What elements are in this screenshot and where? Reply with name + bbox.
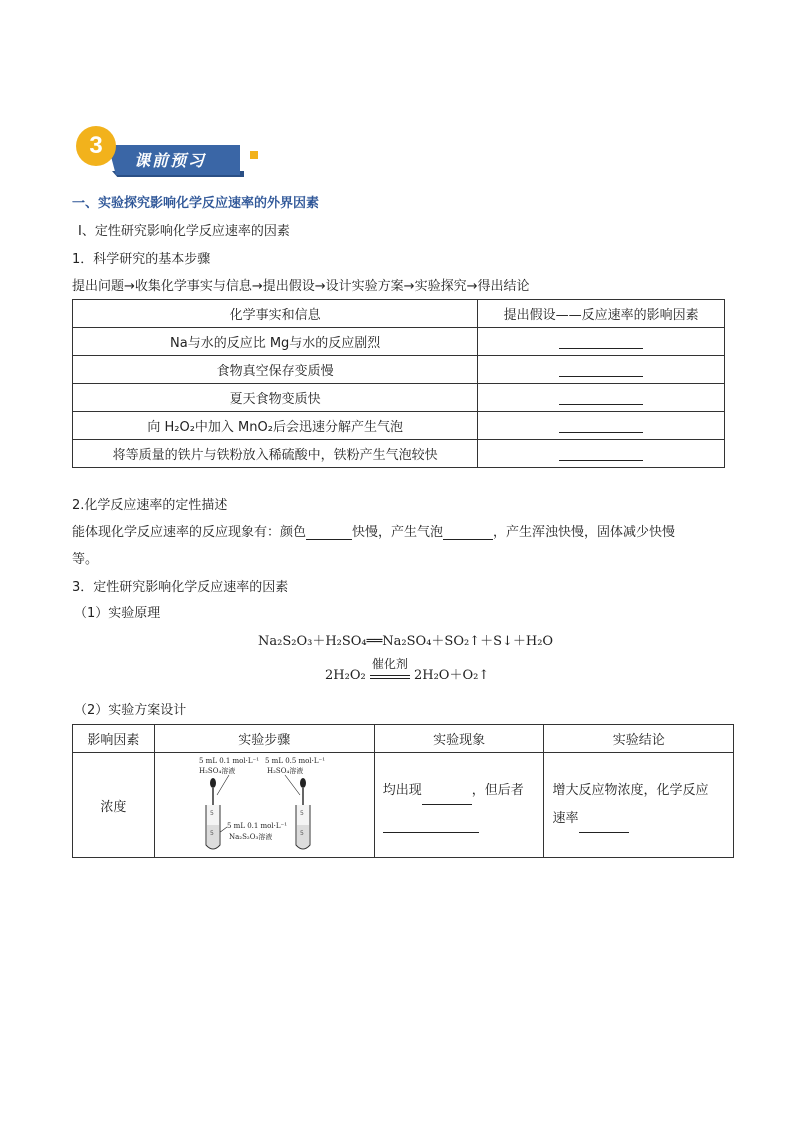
right-acid-conc: 5 mL 0.5 mol·L⁻¹ (264, 757, 325, 765)
bubble-blank[interactable] (443, 525, 493, 540)
sub2-heading: （2）实验方案设计 (74, 703, 187, 718)
steps-text: 提出问题→收集化学事实与信息→提出假设→设计实验方案→实验探究→得出结论 (72, 279, 530, 294)
answer-blank[interactable] (559, 362, 643, 377)
item2-text-d: 等。 (72, 552, 99, 567)
hypothesis-header: 提出假设——反应速率的影响因素 (478, 300, 725, 328)
equation-peroxide (325, 656, 490, 683)
eq2-right: 2H₂O＋O₂↑ (413, 668, 490, 683)
equation-thiosulfate: Na₂S₂O₃＋H₂SO₄══Na₂SO₄＋SO₂↑＋S↓＋H₂O (258, 634, 554, 649)
item2-text-b: 快慢，产生气泡 (352, 525, 444, 540)
section-title: 一、实验探究影响化学反应速率的外界因素 (72, 196, 320, 211)
conclusion-a: 增大反应物浓度，化学反应 (552, 783, 709, 798)
table-row (73, 753, 734, 858)
item2-heading: 2.化学反应速率的定性描述 (72, 498, 228, 513)
catalyst-label: 催化剂 (371, 656, 408, 671)
fact-cell: Na与水的反应比 Mg与水的反应剧烈 (73, 328, 478, 356)
factor-cell: 浓度 (73, 753, 155, 858)
table-row (73, 356, 725, 384)
right-test-tube (296, 805, 310, 849)
thiosulfate-conc: 5 mL 0.1 mol·L⁻¹ (226, 822, 287, 830)
answer-blank[interactable] (559, 418, 643, 433)
table-row (73, 328, 725, 356)
color-blank[interactable] (306, 525, 352, 540)
answer-blank[interactable] (559, 334, 643, 349)
left-test-tube (206, 805, 220, 849)
svg-text:5: 5 (299, 810, 304, 817)
left-acid-conc: 5 mL 0.1 mol·L⁻¹ (198, 757, 259, 765)
col-conclusion: 实验结论 (544, 725, 734, 753)
badge-dot (250, 151, 258, 159)
test-tubes-diagram (155, 753, 374, 857)
phenomenon-cell (374, 753, 544, 858)
experiment-table (72, 724, 734, 858)
sub1-heading: （1）实验原理 (74, 606, 161, 621)
phenomenon-blank-1[interactable] (422, 790, 472, 805)
steps-cell (154, 753, 374, 858)
table-row (73, 412, 725, 440)
conclusion-blank[interactable] (579, 818, 629, 833)
answer-blank-cell (478, 328, 725, 356)
facts-table (72, 299, 725, 468)
item2-text-c: ，产生浑浊快慢，固体减少快慢 (493, 525, 676, 540)
eq2-left: 2H₂O₂ (325, 668, 366, 683)
facts-header: 化学事实和信息 (73, 300, 478, 328)
answer-blank[interactable] (559, 390, 643, 405)
item2-text (72, 521, 732, 540)
answer-blank-cell (478, 356, 725, 384)
answer-blank[interactable] (559, 446, 643, 461)
right-acid-name: H₂SO₄溶液 (266, 767, 303, 775)
phenomenon-b: ，但后者 (471, 783, 524, 798)
answer-blank-cell (478, 412, 725, 440)
badge-number: 3 (76, 126, 116, 166)
col-steps: 实验步骤 (154, 725, 374, 753)
table-row (73, 384, 725, 412)
part-heading: Ⅰ、定性研究影响化学反应速率的因素 (78, 224, 290, 239)
phenomenon-blank-2[interactable] (383, 818, 479, 833)
col-phenomenon: 实验现象 (374, 725, 544, 753)
fact-cell: 将等质量的铁片与铁粉放入稀硫酸中，铁粉产生气泡较快 (73, 440, 478, 468)
col-factor: 影响因素 (73, 725, 155, 753)
svg-text:5: 5 (209, 810, 214, 817)
item1-heading: 1．科学研究的基本步骤 (72, 252, 211, 267)
fact-cell: 夏天食物变质快 (73, 384, 478, 412)
catalyst-arrow (370, 656, 410, 683)
fact-cell: 食物真空保存变质慢 (73, 356, 478, 384)
item2-text-a: 能体现化学反应速率的反应现象有：颜色 (72, 525, 307, 540)
badge-label: 课前预习 (134, 151, 207, 170)
answer-blank-cell (478, 440, 725, 468)
table-row (73, 440, 725, 468)
conclusion-cell (544, 753, 734, 858)
phenomenon-a: 均出现 (382, 783, 422, 798)
item3-heading: 3．定性研究影响化学反应速率的因素 (72, 580, 289, 595)
thiosulfate-name: Na₂S₂O₃溶液 (228, 833, 272, 841)
left-acid-name: H₂SO₄溶液 (198, 767, 235, 775)
fact-cell: 向 H₂O₂中加入 MnO₂后会迅速分解产生气泡 (73, 412, 478, 440)
answer-blank-cell (478, 384, 725, 412)
svg-text:5: 5 (209, 830, 214, 837)
conclusion-b: 速率 (552, 811, 579, 826)
svg-text:5: 5 (299, 830, 304, 837)
